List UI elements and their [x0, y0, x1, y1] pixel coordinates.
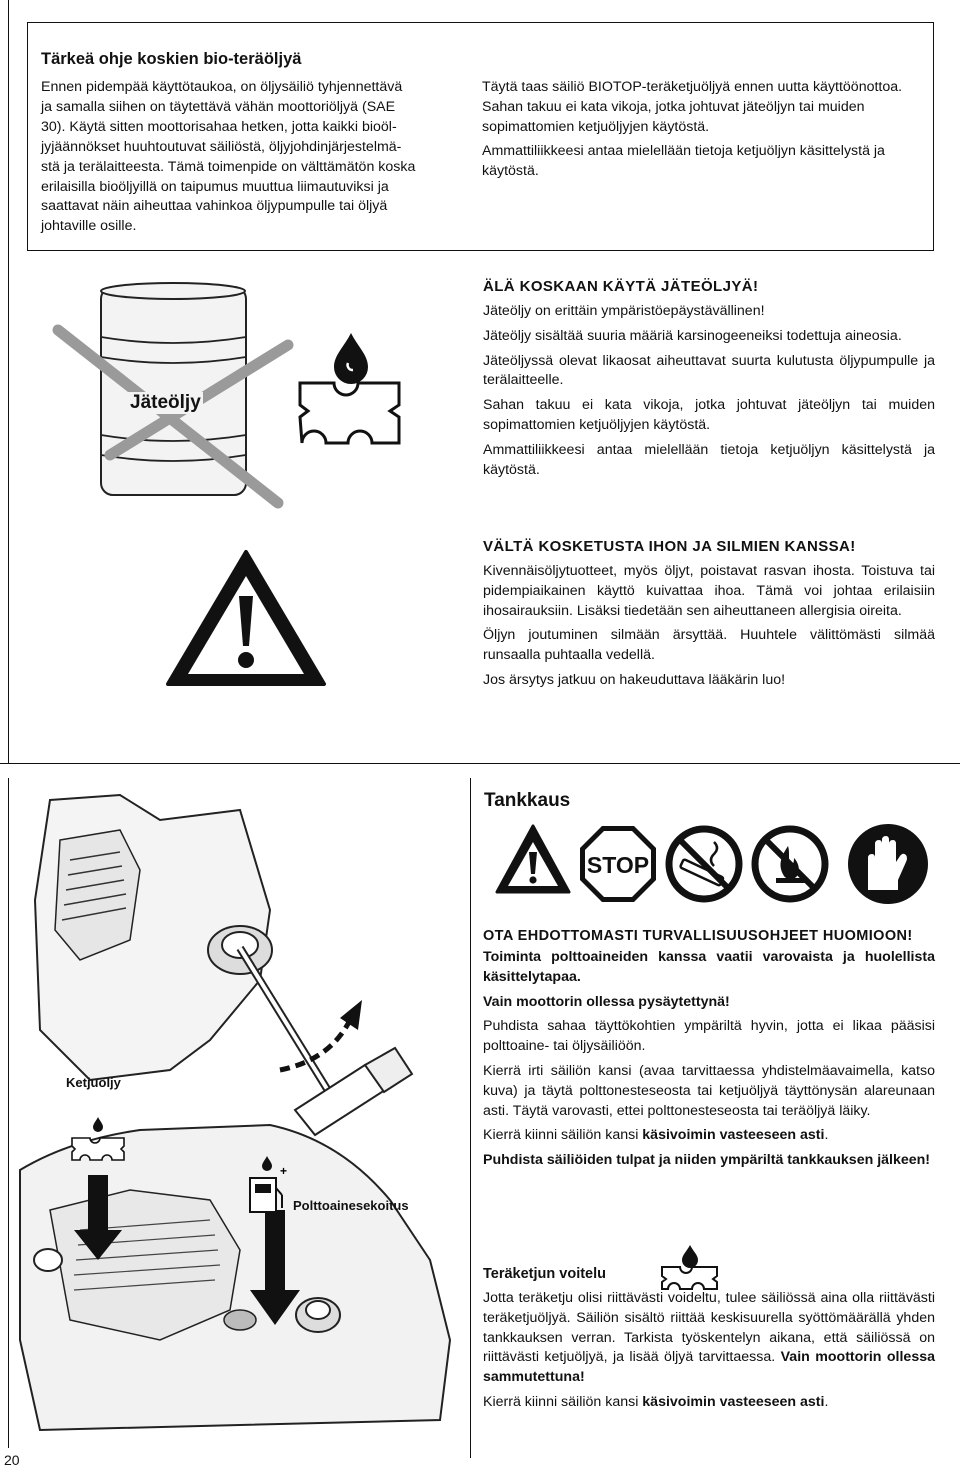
- bio-oil-line: Ennen pidempää käyttötaukoa, on öljysäiliö tyhjennettävä: [41, 79, 403, 95]
- careful-handling-text: Toiminta polttoaineiden kanssa vaatii varovaista ja huolellista käsittelytapaa.: [483, 949, 935, 985]
- svg-text:+: +: [280, 1164, 288, 1178]
- lubrication-heading: Teräketjun voitelu: [483, 1266, 607, 1282]
- bio-oil-line: erilaisilla bioöljyillä on taipumus muuttua liimautuviksi ja: [41, 178, 389, 195]
- lubrication-text-bold: Vain moottorin ollessa sammutettuna!: [483, 1349, 935, 1386]
- protective-gloves-icon: [846, 822, 930, 906]
- waste-paragraph: Sahan takuu ei kata vikoja, jotka johtuvat jäteöljyn tai muiden sopimattomien ketjuöljyjen käytöstä.: [483, 397, 935, 433]
- bio-oil-line: johtaville osille.: [41, 218, 137, 235]
- refueling-title: Tankkaus: [484, 790, 571, 811]
- stop-sign-text: STOP: [586, 852, 650, 878]
- bio-oil-right-text: [482, 78, 918, 187]
- skin-contact-heading: VÄLTÄ KOSKETUSTA IHON JA SILMIEN KANSSA!: [483, 538, 856, 555]
- close-cap-text: [483, 1126, 935, 1146]
- lubrication-paragraph: [483, 1289, 935, 1388]
- bio-oil-line: saattavat näin aiheuttaa vahinkoa öljypumpulle tai öljyä: [41, 198, 388, 215]
- chainsaw-refueling-illustration: [10, 780, 468, 1450]
- dealer-paragraph: Ammattiliikkeesi antaa mielellään tietoja ketjuöljyn käsittelystä ja käytöstä.: [482, 143, 885, 180]
- page-number: 20: [4, 1452, 20, 1468]
- bio-oil-line: 30). Käytä sitten moottorisahaa hetken, jotta kaikki bioöl-: [41, 118, 397, 135]
- clean-caps-text: Puhdista säiliöiden tulpat ja niiden ympäriltä tankkauksen jälkeen!: [483, 1152, 931, 1169]
- close-cap-bold: käsivoimin vasteeseen asti: [642, 1127, 825, 1144]
- fuel-mix-label: Polttoainesekoitus: [293, 1198, 409, 1213]
- bio-oil-line: ja samalla siihen on täytettävä vähän moottoriöljyä (SAE: [41, 98, 396, 115]
- bio-oil-left-text: [41, 78, 456, 237]
- warning-sign-icon: [494, 822, 572, 896]
- close-cap-bold-2: käsivoimin vasteeseen asti: [642, 1393, 825, 1410]
- engine-stopped-text: Vain moottorin ollessa pysäytettynä!: [483, 993, 730, 1010]
- clean-saw-text: Puhdista sahaa täyttökohtien ympäriltä hyvin, jotta ei likaa pääsisi polttoaine- tai öljysäiliöön.: [483, 1018, 935, 1055]
- waste-paragraph: Jäteöljy sisältää suuria määriä karsinogeeneiksi todettuja aineosia.: [483, 327, 902, 344]
- waste-oil-heading: ÄLÄ KOSKAAN KÄYTÄ JÄTEÖLJYÄ!: [483, 278, 759, 295]
- lubrication-text: [483, 1266, 935, 1418]
- left-margin-line: [8, 0, 9, 763]
- bio-oil-box-title: Tärkeä ohje koskien bio-teräöljyä: [41, 50, 302, 68]
- bio-oil-line: jyjäännökset huuhtoutuvat säiliöstä, öljyjohdinjärjestelmä-: [41, 138, 402, 155]
- refueling-text: [483, 926, 935, 1176]
- close-cap-pre-2: Kierrä kiinni säiliön kansi: [483, 1393, 643, 1410]
- warning-triangle-icon: [164, 548, 328, 688]
- lubrication-text-pre: Jotta teräketju olisi riittävästi voideltu, tulee säiliössä aina olla riittävästi teräketjuöljyä. Säiliön sisältö riittää keskisuurella syöttömäärällä yhden tankkauksen verran. Tarkista työskentelyn aikana, että säiliössä on riittävästi ketjuöljyä, ja lisää öljyä tarvittaessa.: [483, 1290, 935, 1366]
- left-margin-line-bottom: [8, 778, 9, 1448]
- barrel-label: Jäteöljy: [130, 392, 201, 413]
- no-smoking-icon: [664, 824, 744, 904]
- close-cap-text-2: [483, 1393, 935, 1413]
- stop-sign-icon: [578, 824, 658, 904]
- close-cap-post-2: .: [824, 1393, 829, 1410]
- fill-tank-text: Kierrä irti säiliön kansi (avaa tarvittaessa yhdistelmäavaimella, katso kuva) ja täytä polttonesteseosta tai ketjuöljyä täyttönysän alareunaan asti. Täytä varovasti, ettei polttonesteseosta tai teräöljyä läiky.: [483, 1062, 935, 1119]
- skin-paragraph: Öljyn joutuminen silmään ärsyttää. Huuhtele välittömästi silmää runsaalla puhtaalla vedellä.: [483, 627, 935, 664]
- page-divider: [0, 763, 960, 764]
- waste-oil-text: [483, 278, 935, 485]
- close-cap-pre: Kierrä kiinni säiliön kansi: [483, 1127, 643, 1144]
- skin-paragraph: Kivennäisöljytuotteet, myös öljyt, poistavat rasvan ihosta. Toistuva tai pidempiaikainen käyttö kuivattaa ihoa. Tämä voi johtaa erilaisiin ihosairauksiin. Lisäksi tiedetään sen aiheuttaneen allergisia oireita.: [483, 563, 935, 619]
- waste-paragraph: Jäteöljy on erittäin ympäristöepäystävällinen!: [483, 303, 765, 319]
- skin-contact-text: [483, 538, 935, 696]
- safety-heading: OTA EHDOTTOMASTI TURVALLISUUSOHJEET HUOMIOON!: [483, 928, 913, 944]
- waste-paragraph: Ammattiliikkeesi antaa mielellään tietoja ketjuöljyn käsittelystä ja käytöstä.: [483, 441, 935, 478]
- biotop-paragraph: Täytä taas säiliö BIOTOP-teräketjuöljyä ennen uutta käyttöönottoa. Sahan takuu ei kata vikoja, jotka johtuvat jäteöljyn tai muiden sopimattomien ketjuöljyjen käytöstä.: [482, 79, 903, 135]
- waste-paragraph: Jäteöljyssä olevat likaosat aiheuttavat suurta kulutusta öljypumpulle ja terälaitteelle.: [483, 352, 935, 389]
- chain-oil-label: Ketjuöljy: [66, 1075, 121, 1090]
- close-cap-post: .: [824, 1127, 829, 1144]
- chain-oil-drop-icon: [296, 325, 406, 455]
- no-open-flame-icon: [750, 824, 830, 904]
- refueling-section-line: [470, 778, 472, 1458]
- bio-oil-line: stä ja terälaitteesta. Tämä toimenpide on välttämätön koska: [41, 158, 416, 175]
- skin-paragraph: Jos ärsytys jatkuu on hakeuduttava lääkärin luo!: [483, 671, 786, 688]
